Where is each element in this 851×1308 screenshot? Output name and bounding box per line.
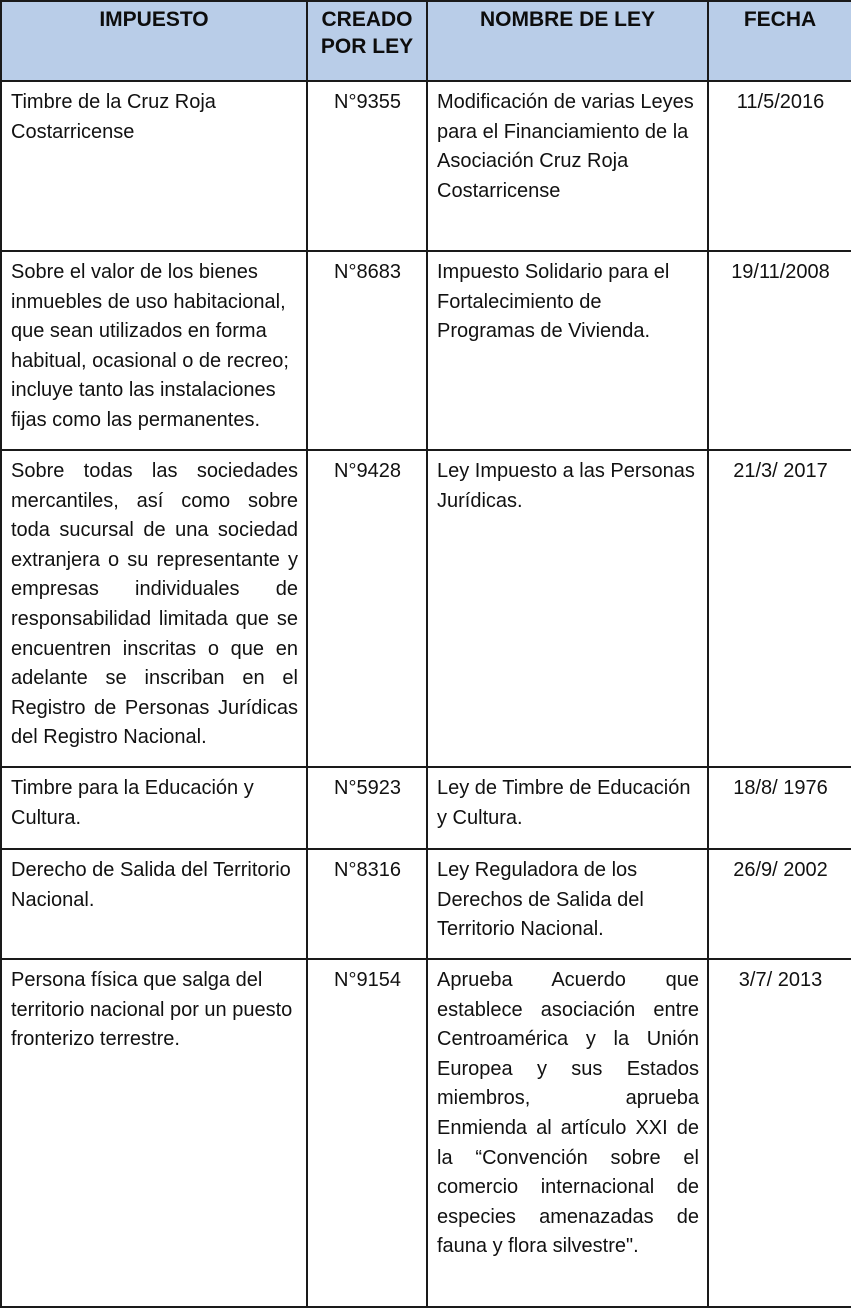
cell-nombre-ley: Impuesto Solidario para el Fortalecimiento de Programas de Vivienda.: [427, 251, 708, 450]
cell-impuesto: Derecho de Salida del Territorio Nacional.: [1, 849, 307, 959]
cell-nombre-ley: Aprueba Acuerdo que establece asociación entre Centroamérica y la Unión Europea y sus Estados miembros, aprueba Enmienda al artículo XXI de la “Convención sobre el comercio internacional de especies amenazadas de fauna y flora silvestre".: [427, 959, 708, 1307]
cell-fecha: 26/9/ 2002: [708, 849, 851, 959]
cell-ley: N°8683: [307, 251, 427, 450]
cell-impuesto: Sobre el valor de los bienes inmuebles de uso habitacional, que sean utilizados en forma habitual, ocasional o de recreo; incluye tanto las instalaciones fijas como las permanentes.: [1, 251, 307, 450]
header-impuesto: IMPUESTO: [1, 1, 307, 81]
header-nombre-de-ley: NOMBRE DE LEY: [427, 1, 708, 81]
cell-ley: N°9355: [307, 81, 427, 251]
cell-nombre-ley: Ley Impuesto a las Personas Jurídicas.: [427, 450, 708, 767]
cell-fecha: 11/5/2016: [708, 81, 851, 251]
cell-fecha: 19/11/2008: [708, 251, 851, 450]
table-row: [1, 450, 851, 767]
table-row: [1, 959, 851, 1307]
cell-fecha: 21/3/ 2017: [708, 450, 851, 767]
table-header-row: [1, 1, 851, 81]
header-creado-por-ley: CREADO POR LEY: [307, 1, 427, 81]
cell-ley: N°5923: [307, 767, 427, 849]
table-row: [1, 81, 851, 251]
cell-impuesto: Timbre de la Cruz Roja Costarricense: [1, 81, 307, 251]
cell-nombre-ley: Modificación de varias Leyes para el Financiamiento de la Asociación Cruz Roja Costarricense: [427, 81, 708, 251]
table-row: [1, 849, 851, 959]
header-fecha: FECHA: [708, 1, 851, 81]
cell-ley: N°9154: [307, 959, 427, 1307]
cell-nombre-ley: Ley de Timbre de Educación y Cultura.: [427, 767, 708, 849]
cell-nombre-ley: Ley Reguladora de los Derechos de Salida del Territorio Nacional.: [427, 849, 708, 959]
cell-impuesto: Sobre todas las sociedades mercantiles, así como sobre toda sucursal de una sociedad extranjera o su representante y empresas individuales de responsabilidad limitada que se encuentren inscritas o que en adelante se inscriban en el Registro de Personas Jurídicas del Registro Nacional.: [1, 450, 307, 767]
cell-ley: N°8316: [307, 849, 427, 959]
cell-fecha: 18/8/ 1976: [708, 767, 851, 849]
table-row: [1, 251, 851, 450]
cell-ley: N°9428: [307, 450, 427, 767]
cell-impuesto: Persona física que salga del territorio nacional por un puesto fronterizo terrestre.: [1, 959, 307, 1307]
cell-impuesto: Timbre para la Educación y Cultura.: [1, 767, 307, 849]
table-row: [1, 767, 851, 849]
cell-fecha: 3/7/ 2013: [708, 959, 851, 1307]
